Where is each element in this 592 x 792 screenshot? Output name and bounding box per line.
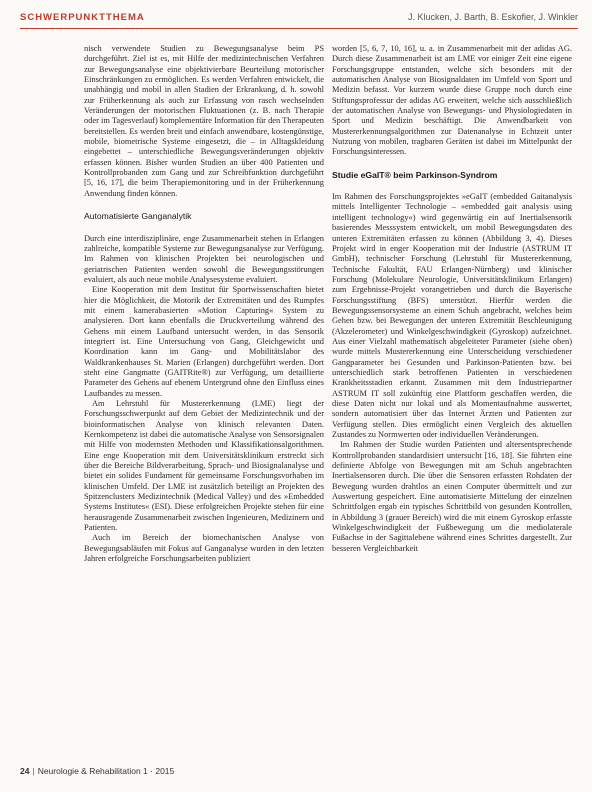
left-column: [84, 44, 324, 565]
header-divider: [20, 28, 578, 29]
paragraph: Im Rahmen der Studie wurden Patienten und altersentsprechende Kontrollprobanden standardisiert untersucht [16, 18]. Sie führten eine definierte Abfolge von Bewegungen mit am Schuh angebrachten Inertialsensoren durch. Die über die Sensoren erfassten Rohdaten der Bewegung wurden drahtlos an einen Computer übermittelt und zur Auswertung gespeichert. Eine automatisierte Mittelung der einzelnen Schrittfolgen ergab ein typisches Schrittbild von gesunden Kontrollen, in Abbildung 3 (grauer Bereich) wird die mit einem Gyroskop erfasste Winkelgeschwindigkeit der Fußbewegung um die mediolaterale Fußachse in der Sagittalebene während eines Schrittes dargestellt. Zur besseren Vergleichbarkeit: [332, 440, 572, 553]
authors-line: J. Klucken, J. Barth, B. Eskofier, J. Winkler: [407, 12, 578, 22]
right-column: [332, 44, 572, 554]
section-heading: Automatisierte Ganganalytik: [84, 211, 192, 222]
paragraph: Auch im Bereich der biomechanischen Analyse von Bewegungsabläufen mit Fokus auf Ganganalyse wurden in den letzten Jahren erfolgreiche Forschungsarbeiten publiziert: [84, 533, 324, 564]
page-number: 24: [20, 766, 30, 776]
section-heading: Studie eGaIT® beim Parkinson-Syndrom: [332, 169, 498, 180]
paragraph: Eine Kooperation mit dem Institut für Sportwissenschaften bietet hier die Möglichkeit, die Motorik der Extremitäten und des Rumpfes mit einem kamerabasierten »Motion Capturing« System zu analysieren. Dort kann ebenfalls die Druckverteilung während des Gehens mit einem Laufband untersucht werden, in das Sensorik integriert ist. Eine Untersuchung von Gang, Gleichgewicht und Koordination kann im Gang- und Mobilitätslabor des Waldkrankenhauses St. Marien (Erlangen) durchgeführt werden. Dort steht eine Gangmatte (GAITRite®) zur Verfügung, um detaillierte Parameter des Gehens auf ebenem Untergrund ohne den Einfluss eines Laufbandes zu messen.: [84, 285, 324, 398]
paragraph: Durch eine interdisziplinäre, enge Zusammenarbeit stehen in Erlangen zahlreiche, kompatible Systeme zur Bewegungsanalyse zur Verfügung. Im Rahmen von klinischen Projekten bei neurologischen und geriatrischen Patienten werden sowohl die Bewegungsstörungen evaluiert, als auch neue mobile Analysesysteme evaluiert.: [84, 233, 324, 284]
paragraph: nisch verwendete Studien zu Bewegungsanalyse beim PS durchgeführt. Ziel ist es, mit Hilfe der medizintechnischen Verfahren zur Bewegungsanalyse eine objektivierbare Beurteilung motorischer Einschränkungen zu ermöglichen. Es werden Verfahren entwickelt, die unabhängig und mobil in allen Stadien der Erkrankung, d. h. sowohl zur Früherkennung als auch zur Erfassung von rasch wechselnden Veränderungen der motorischen Fluktuationen (z. B. nach Therapie oder im Tagesverlauf) komplementäre Information für den Therapeuten bereitstellen. Es werden breit und einfach anwendbare, kostengünstige, mobile, biometrische Systeme eingesetzt, die – in Alltagskleidung eingebettet – unterschiedliche Bewegungsveränderungen objektiv erfassen können. Bisher wurden Studien an über 400 Patienten und Kontrollprobanden zum Gang und zur Schreibfunktion durchgeführt [5, 16, 17], die beim Therapiemonitoring und in der Früherkennung Anwendung finden können.: [84, 44, 324, 198]
paragraph: Im Rahmen des Forschungsprojektes »eGaIT (embedded Gaitanalysis mittels Intelligenter Technologie – »embedded gait analysis using intelligent technology«) wird gegenwärtig ein auf Inertialsensorik basierendes Messsystem entwickelt, um mobil Bewegungsdaten des unteren Extremitäten erfassen zu können (Abbildung 3, 4). Dieses Projekt wird in enger Kooperation mit der Industrie (ASTRUM IT GmbH), technischer Forschung (Lehrstuhl für Mustererkennung, Technische Fakultät, FAU Erlangen-Nürnberg) und klinischer Forschung (Molekulare Neurologie, Universitätsklinikum Erlangen) zum Ergebnisse-Projekt vorangetrieben und durch die Bayerische Forschungsstiftung (BFS) unterstützt. Hierfür werden die Bewegungssensorsysteme an einem Schuh angebracht, welches beim Gehen bzw. bei Bewegungen der unteren Extremität Beschleunigung (Akzelerometer) und Winkelgeschwindigkeit (Gyroskop) aufzeichnet. Aus einer Vielzahl mathematisch abgeleiteter Parameter (siehe oben) wurde mittels Mustererkennung eine Unterscheidung verschiedener Gangparameter bei Gesunden und Parkinson-Patienten bzw. bei unterschiedlich stark betroffenen Patienten in verschiedenen Krankheitsstadien erkannt. Zusammen mit dem Industriepartner ASTRUM IT soll zukünftig eine Plattform geschaffen werden, die diese Daten nicht nur lokal und als Momentaufnahme auswertet, sondern automatisiert über das Internet Ärzten und Patienten zur Verfügung stellen. Dies ermöglicht einen Vergleich des aktuellen Zustandes zu Normwerten oder individuellen Veränderungen.: [332, 192, 572, 440]
page-footer: [20, 766, 420, 780]
journal-name: Neurologie & Rehabilitation 1 · 2015: [37, 766, 175, 776]
paragraph: Am Lehrstuhl für Mustererkennung (LME) liegt der Forschungsschwerpunkt auf dem Gebiet der Medizintechnik und der bioinformatischen Analyse von klinisch relevanten Daten. Kernkompetenz ist dabei die automatische Analyse von Sensorsignalen mit Hilfe von modernsten Methoden und Klassifikationsalgorithmen. Eine enge Kooperation mit dem Universitätsklinikum erstreckt sich über die Bereiche Bildverarbeitung, Sprach- und Biosignalanalyse und bietet ein solides Fundament für gemeinsame Forschungsvorhaben im klinischen Umfeld. Der LME ist zusätzlich beteiligt an Projekten des Spitzenclusters Medizintechnik (Medical Valley) und des »Embedded Systems Institutes« (ESI). Diese erfolgreichen Projekte stehen für eine herausragende Zusammenarbeit zwischen Ingenieuren, Medizinern und Patienten.: [84, 399, 324, 533]
footer-separator: |: [32, 766, 35, 776]
page-header: [20, 12, 578, 28]
section-label: SCHWERPUNKTTHEMA: [20, 12, 145, 23]
paragraph: worden [5, 6, 7, 10, 16], u. a. in Zusammenarbeit mit der adidas AG. Durch diese Zusammenarbeit ist am LME vor einiger Zeit eine eigene Forschungsgruppe entstanden, welche sich besonders mit der automatischen Analyse von Biosignaldaten im Umfeld von Sport und Medizin befasst. Vor kurzem wurde diese Gruppe noch durch eine Stiftungsprofessur der adidas AG erweitert, welche sich ausschließlich der automatischen Analyse von Bewegungs- und Physiologiedaten in Sport und Medizin beschäftigt. Die Anwendbarkeit von Mustererkennungsalgorithmen zur Datenanalyse in Echtzeit unter Nutzung von mobilen, tragbaren Geräten ist dabei im Mittelpunkt der Forschungsinteressen.: [332, 44, 572, 157]
